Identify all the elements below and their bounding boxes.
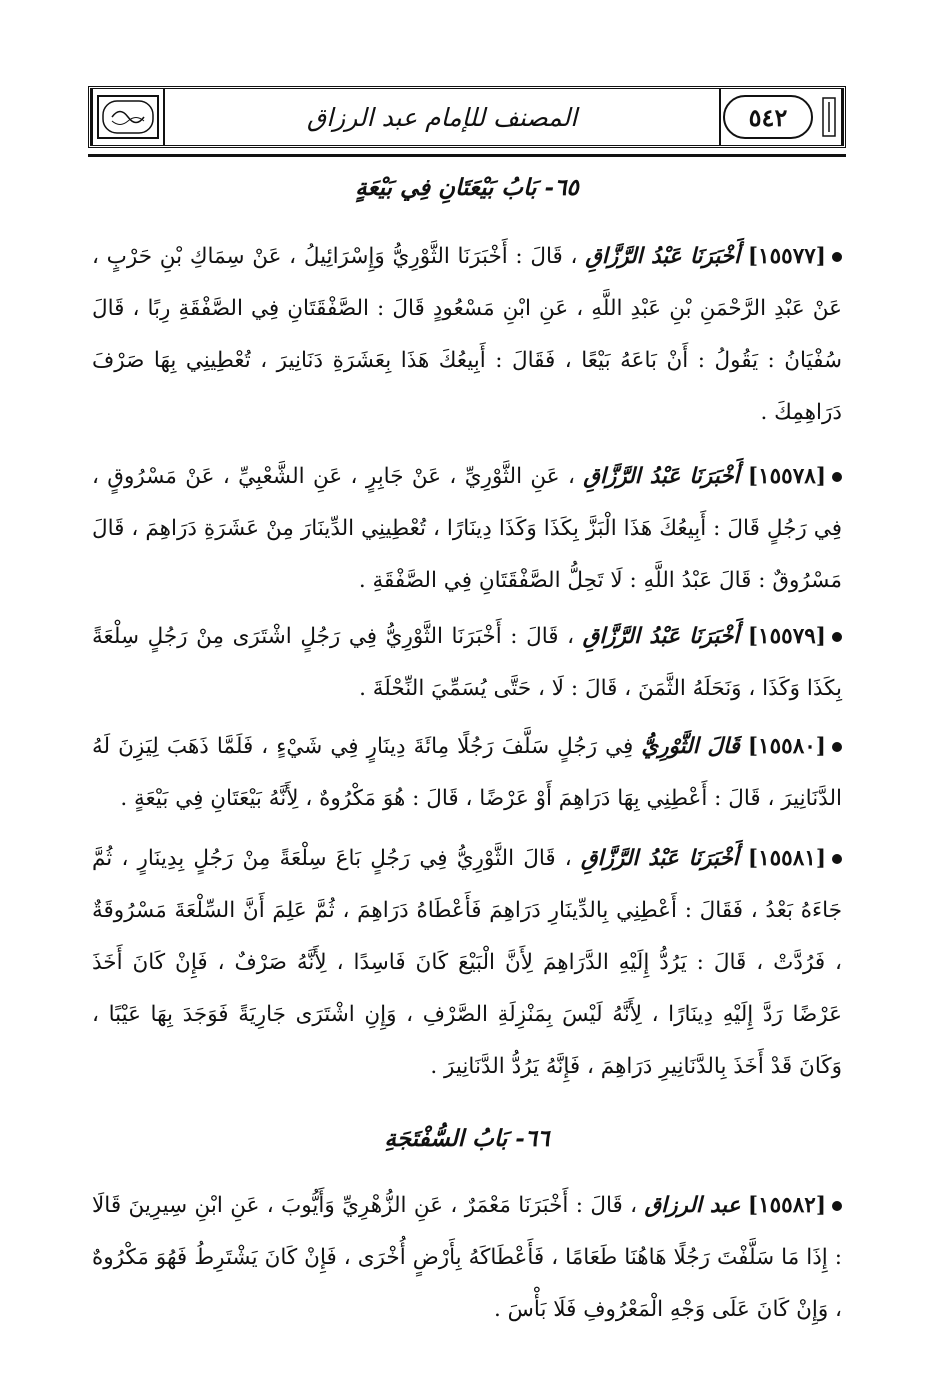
entry-number: [١٥٥٧٧] — [747, 244, 826, 269]
header-title: المصنف للإمام عبد الرزاق — [306, 102, 578, 132]
entry-number: [١٥٥٨١] — [747, 846, 827, 871]
entry-15581 — [92, 833, 842, 1093]
entry-source: أَخْبَرَنَا عَبْدُ الرَّزَّاقِ — [583, 464, 740, 489]
chapter-title-66: ٦٦- بَابُ السُّفْتَجَةِ — [384, 1125, 550, 1152]
entry-source: قَالَ الثَّوْرِيُّ — [641, 734, 740, 759]
entry-number: [١٥٥٨٠] — [747, 734, 826, 759]
ornament-right-icon — [719, 89, 843, 145]
entry-number: [١٥٥٧٩] — [747, 624, 826, 649]
ornament-left-icon — [91, 89, 165, 145]
bullet-icon — [832, 1201, 842, 1211]
entry-15582 — [92, 1180, 842, 1336]
header-title-area — [165, 91, 719, 143]
entry-number: [١٥٥٨٢] — [747, 1193, 826, 1218]
entry-15579 — [92, 611, 842, 715]
bullet-icon — [832, 252, 842, 262]
entry-text: ، قَالَ : أَخْبَرَنَا الثَّوْرِيُّ فِي رَجُلٍ اشْتَرَى مِنْ رَجُلٍ سِلْعَةً بِكَذَا وَكَذَا ، وَنَحَلَهُ الثَّمَنَ ، قَالَ : لَا ، حَتَّى يُسَمِّيَ النِّحْلَةَ . — [92, 624, 842, 701]
bullet-icon — [832, 742, 842, 752]
entry-text: ، قَالَ : أَخْبَرَنَا مَعْمَرٌ ، عَنِ الزُّهْرِيِّ وَأَيُّوبَ ، عَنِ ابْنِ سِيرِينَ قَالَا : إِذَا مَا سَلَّفْتَ رَجُلًا هَاهُنَا طَعَامًا ، فَأَعْطَاكَهُ بِأَرْضٍ أُخْرَى ، فَإِنْ كَانَ يَشْتَرِطُ فَهُوَ مَكْرُوهٌ ، وَإِنْ كَانَ عَلَى وَجْهِ الْمَعْرُوفِ فَلَا بَأْسَ . — [92, 1193, 842, 1322]
entry-text: ، قَالَ : أَخْبَرَنَا الثَّوْرِيُّ وَإِسْرَائِيلُ ، عَنْ سِمَاكِ بْنِ حَرْبٍ ، عَنْ عَبْدِ الرَّحْمَنِ بْنِ عَبْدِ اللَّهِ ، عَنِ ابْنِ مَسْعُودٍ قَالَ : الصَّفْقَتَانِ فِي الصَّفْقَةِ رِبًا ، قَالَ سُفْيَانُ : يَقُولُ : أَنْ بَاعَهُ بَيْعًا ، فَقَالَ : أَبِيعُكَ هَذَا بِعَشَرَةِ دَنَانِيرَ ، تُعْطِينِي بِهَا صَرْفَ دَرَاهِمِكَ . — [92, 244, 842, 425]
header-rule — [88, 154, 846, 157]
entry-text: ، عَنِ الثَّوْرِيِّ ، عَنْ جَابِرٍ ، عَنِ الشَّعْبِيِّ ، عَنْ مَسْرُوقٍ ، فِي رَجُلٍ قَالَ : أَبِيعُكَ هَذَا الْبَزَّ بِكَذَا وَكَذَا دِينَارًا ، تُعْطِينِي الدِّينَارَ مِنْ عَشَرَةِ دَرَاهِمَ ، قَالَ مَسْرُوقٌ : قَالَ عَبْدُ اللَّهِ : لَا تَحِلُّ الصَّفْقَتَانِ فِي الصَّفْقَةِ . — [92, 464, 842, 593]
entry-15580 — [92, 721, 842, 825]
entry-text: فِي رَجُلٍ سَلَّفَ رَجُلًا مِائَةَ دِينَارٍ فِي شَيْءٍ ، فَلَمَّا ذَهَبَ لِيَزِنَ لَهُ الدَّنَانِيرَ ، قَالَ : أَعْطِنِي بِهَا دَرَاهِمَ أَوْ عَرْضًا ، قَالَ : هُوَ مَكْرُوهٌ ، لِأَنَّهُ بَيْعَتَانِ فِي بَيْعَةٍ . — [92, 734, 842, 811]
page-number: ٥٤٢ — [748, 102, 788, 132]
chapter-title-65: ٦٥- بَابُ بَيْعَتَانِ فِي بَيْعَةٍ — [355, 174, 579, 201]
entry-source: أَخْبَرَنَا عَبْدُ الرَّزَّاقِ — [585, 244, 741, 269]
entry-source: أَخْبَرَنَا عَبْدُ الرَّزَّاقِ — [582, 624, 740, 649]
bullet-icon — [832, 854, 842, 864]
entry-source: عبد الرزاق — [644, 1193, 741, 1218]
bullet-icon — [832, 632, 842, 642]
entry-number: [١٥٥٧٨] — [747, 464, 826, 489]
entry-15577 — [92, 231, 842, 439]
bullet-icon — [832, 472, 842, 482]
page-number-frame — [723, 95, 813, 139]
entry-15578 — [92, 451, 842, 607]
entry-text: ، قَالَ الثَّوْرِيُّ فِي رَجُلٍ بَاعَ سِلْعَةً مِنْ رَجُلٍ بِدِينَارٍ ، ثُمَّ جَاءَهُ بَعْدُ ، فَقَالَ : أَعْطِنِي بِالدِّينَارِ دَرَاهِمَ فَأَعْطَاهُ دَرَاهِمَ ، ثُمَّ عَلِمَ أَنَّ السِّلْعَةَ مَسْرُوقَةٌ ، فَرُدَّتْ ، قَالَ : يَرُدُّ إِلَيْهِ الدَّرَاهِمَ لِأَنَّ الْبَيْعَ كَانَ فَاسِدًا ، لِأَنَّهُ صَرْفٌ ، فَإِنْ كَانَ أَخَذَ عَرْضًا رَدَّ إِلَيْهِ دِينَارًا ، لِأَنَّهُ لَيْسَ بِمَنْزِلَةِ الصَّرْفِ ، وَإِنِ اشْتَرَى جَارِيَةً فَوَجَدَ بِهَا عَيْبًا ، وَكَانَ قَدْ أَخَذَ بِالدَّنَانِيرِ دَرَاهِمَ ، فَإِنَّهُ يَرُدُّ الدَّنَانِيرَ . — [92, 846, 842, 1079]
page-header — [88, 86, 846, 148]
entry-source: أَخْبَرَنَا عَبْدُ الرَّزَّاقِ — [580, 846, 739, 871]
